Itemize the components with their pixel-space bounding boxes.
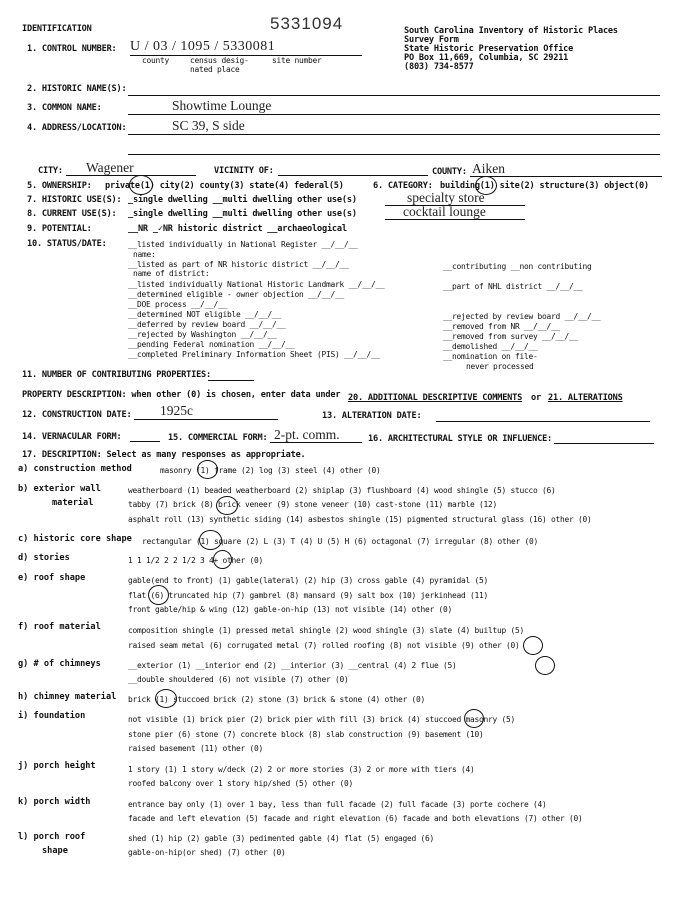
status-line-9: __deferred by review board __/__/__ xyxy=(128,320,286,329)
chimneys-options-1: __exterior (1) __interior end (2) __interior (3) __central (4) 2 flue (5) xyxy=(128,661,457,670)
roof-shape-options-2: flat (6) truncated hip (7) gambrel (8) mansard (9) salt box (10) jerkinhead (11) xyxy=(128,591,489,600)
construction-method-options: masonry (1) frame (2) log (3) steel (4) other (0) xyxy=(160,466,381,475)
flue-circle xyxy=(535,656,555,675)
core-shape-options: rectangular (1) square (2) L (3) T (4) U (5) H (6) octagonal (7) irregular (8) other (0) xyxy=(142,537,539,546)
porch-height-options-1: 1 story (1) 1 story w/deck (2) 2 or more stories (3) 2 or more with tiers (4) xyxy=(128,765,475,774)
chimneys-label: g) # of chimneys xyxy=(18,659,101,669)
status-line-11: __pending Federal nomination __/__/__ xyxy=(128,340,295,349)
flat-roof-circle xyxy=(148,585,169,605)
construction-date-label: 12. CONSTRUCTION DATE: xyxy=(22,410,132,420)
potential-options: __NR _✓NR historic district __archaeological xyxy=(128,224,347,234)
status-line-10: __rejected by Washington __/__/__ xyxy=(128,330,277,339)
ownership-options: private(1) city(2) county(3) state(4) federal(5) xyxy=(105,181,344,191)
ownership-label: 5. OWNERSHIP: xyxy=(27,181,92,191)
status-line-8: __determined NOT eligible __/__/__ xyxy=(128,310,282,319)
status-line-2: name: xyxy=(133,250,156,259)
additional-comments-link: 20. ADDITIONAL DESCRIPTIVE COMMENTS xyxy=(348,393,523,403)
city-line xyxy=(66,175,196,176)
status-line-1: __listed individually in National Register __/__/__ xyxy=(128,240,358,249)
exterior-wall-label-2: material xyxy=(52,498,94,508)
construction-method-label: a) construction method xyxy=(18,464,132,474)
status-line-3: __listed as part of NR historic district __/__/__ xyxy=(128,260,349,269)
exterior-wall-label: b) exterior wall xyxy=(18,484,101,494)
commercial-form-value: 2-pt. comm. xyxy=(274,427,340,442)
commercial-form-line xyxy=(270,442,362,443)
status-line-4: name of district: xyxy=(133,269,210,278)
porch-width-options-1: entrance bay only (1) over 1 bay, less than full facade (2) full facade (3) porte cochere (4) xyxy=(128,800,547,809)
alteration-date-line xyxy=(436,421,650,422)
county-label: COUNTY: xyxy=(432,167,467,177)
roof-material-label: f) roof material xyxy=(18,622,101,632)
porch-height-options-2: roofed balcony over 1 story hip/shed (5) other (0) xyxy=(128,779,354,788)
porch-roof-label-2: shape xyxy=(42,846,68,856)
chimney-brick-circle xyxy=(155,689,177,708)
common-name-value: Showtime Lounge xyxy=(172,98,272,113)
foundation-label: i) foundation xyxy=(18,711,86,721)
status-line-5-right: __part of NHL district __/__/__ xyxy=(443,282,583,291)
historic-use-options: _single dwelling __multi dwelling other use(s) xyxy=(128,195,357,205)
roof-shape-options-1: gable(end to front) (1) gable(lateral) (2) hip (3) cross gable (4) pyramidal (5) xyxy=(128,576,489,585)
status-line-8-right: __rejected by review board __/__/__ xyxy=(443,312,601,321)
contributing-properties-label: 11. NUMBER OF CONTRIBUTING PROPERTIES: xyxy=(22,370,212,380)
common-name-line xyxy=(128,114,660,115)
roof-shape-options-3: front gable/hip & wing (12) gable-on-hip (13) not visible (14) other (0) xyxy=(128,605,453,614)
control-number-label: 1. CONTROL NUMBER: xyxy=(27,44,117,54)
status-label: 10. STATUS/DATE: xyxy=(27,239,107,249)
status-line-5: __listed individually National Historic Landmark __/__/__ xyxy=(128,280,385,289)
historic-name-line xyxy=(128,95,660,96)
vernacular-form-line xyxy=(130,441,160,442)
city-value: Wagener xyxy=(86,160,134,175)
vicinity-line xyxy=(278,175,428,176)
roof-shape-label: e) roof shape xyxy=(18,573,86,583)
census-sublabel-2: nated place xyxy=(190,65,240,74)
exterior-wall-options-2: tabby (7) brick (8) brick veneer (9) stone veneer (10) cast-stone (11) marble (12) xyxy=(128,500,498,509)
architectural-style-label: 16. ARCHITECTURAL STYLE OR INFLUENCE: xyxy=(368,434,553,444)
masonry-circle xyxy=(197,460,218,479)
stories-label: d) stories xyxy=(18,553,70,563)
chimneys-options-2: __double shouldered (6) not visible (7) other (0) xyxy=(128,675,349,684)
office-line-5: (803) 734-8577 xyxy=(404,62,474,72)
alteration-date-label: 13. ALTERATION DATE: xyxy=(322,411,422,421)
historic-use-label: 7. HISTORIC USE(S): xyxy=(27,195,122,205)
architectural-style-line xyxy=(554,443,654,444)
foundation-options-1: not visible (1) brick pier (2) brick pier with fill (3) brick (4) stuccoed masonry (5) xyxy=(128,715,516,724)
current-use-options: _single dwelling __multi dwelling other use(s) xyxy=(128,209,357,219)
chimney-material-label: h) chimney material xyxy=(18,692,117,702)
foundation-options-3: raised basement (11) other (0) xyxy=(128,744,264,753)
county-value: Aiken xyxy=(472,161,505,176)
office-line-3: State Historic Preservation Office xyxy=(404,44,574,54)
vernacular-form-label: 14. VERNACULAR FORM: xyxy=(22,432,122,442)
current-use-value: cocktail lounge xyxy=(403,204,486,219)
porch-roof-options-1: shed (1) hip (2) gable (3) pedimented gable (4) flat (5) engaged (6) xyxy=(128,834,435,843)
office-line-4: PO Box 11,669, Columbia, SC 29211 xyxy=(404,53,569,63)
address-line-2 xyxy=(128,154,660,155)
commercial-form-label: 15. COMMERCIAL FORM: xyxy=(168,433,268,443)
chimney-material-options: brick (1) stuccoed brick (2) stone (3) brick & stone (4) other (0) xyxy=(128,695,426,704)
porch-height-label: j) porch height xyxy=(18,761,96,771)
handwritten-site-number: 5331094 xyxy=(270,14,344,33)
status-line-9-right: __removed from NR __/__/__ xyxy=(443,322,561,331)
ownership-private-circle xyxy=(129,175,153,195)
porch-roof-label: l) porch roof xyxy=(18,832,86,842)
roof-material-options-2: raised seam metal (6) corrugated metal (7) rolled roofing (8) not visible (9) other (0) xyxy=(128,641,520,650)
exterior-wall-options-3: asphalt roll (13) synthetic siding (14) asbestos shingle (15) pigmented structural glass (16) other (0) xyxy=(128,515,592,524)
exterior-wall-options-1: weatherboard (1) beaded weatherboard (2) shiplap (3) flushboard (4) wood shingle (5) stucco (6) xyxy=(128,486,556,495)
category-options: building(1) site(2) structure(3) object(0) xyxy=(440,181,649,191)
brick-circle xyxy=(216,496,238,515)
current-use-line xyxy=(385,219,525,220)
core-shape-label: c) historic core shape xyxy=(18,534,132,544)
status-line-10-right: __removed from survey __/__/__ xyxy=(443,332,579,341)
office-line-2: Survey Form xyxy=(404,35,459,45)
contributing-properties-line xyxy=(208,380,254,381)
construction-date-value: 1925c xyxy=(160,403,193,418)
porch-width-label: k) porch width xyxy=(18,797,91,807)
stories-options: 1 1 1/2 2 2 1/2 3 4+ other (0) xyxy=(128,556,264,565)
description-heading: 17. DESCRIPTION: Select as many responses as appropriate. xyxy=(22,450,306,460)
vicinity-label: VICINITY OF: xyxy=(214,166,274,176)
two-stories-circle xyxy=(213,550,232,569)
status-line-3-right: __contributing __non contributing xyxy=(443,262,592,271)
property-description-text: PROPERTY DESCRIPTION: when other (0) is chosen, enter data under xyxy=(22,390,341,400)
status-line-6: __determined eligible - owner objection __/__/__ xyxy=(128,290,345,299)
common-name-label: 3. COMMON NAME: xyxy=(27,103,102,113)
status-line-12: __completed Preliminary Information Sheet (PIS) __/__/__ xyxy=(128,350,381,359)
foundation-options-2: stone pier (6) stone (7) concrete block (8) slab construction (9) basement (10) xyxy=(128,730,484,739)
foundation-brick-circle xyxy=(464,709,484,728)
identification-heading: IDENTIFICATION xyxy=(22,24,92,34)
roof-material-options-1: composition shingle (1) pressed metal shingle (2) wood shingle (3) slate (4) builtup (5) xyxy=(128,626,525,635)
alterations-link: 21. ALTERATIONS xyxy=(548,393,623,403)
census-sublabel: census desig- xyxy=(190,56,249,65)
address-value: SC 39, S side xyxy=(172,118,245,133)
city-label: CITY: xyxy=(38,166,63,176)
historic-use-value: specialty store xyxy=(407,190,485,205)
historic-name-label: 2. HISTORIC NAME(S): xyxy=(27,84,127,94)
current-use-label: 8. CURRENT USE(S): xyxy=(27,209,117,219)
control-number-value: U / 03 / 1095 / 5330081 xyxy=(130,39,276,54)
potential-label: 9. POTENTIAL: xyxy=(27,224,92,234)
porch-roof-options-2: gable-on-hip(or shed) (7) other (0) xyxy=(128,848,286,857)
county-line xyxy=(470,176,662,177)
status-line-13-right: never processed xyxy=(466,362,534,371)
office-line-1: South Carolina Inventory of Historic Places xyxy=(404,26,618,36)
property-description-or: or xyxy=(531,393,541,403)
address-label: 4. ADDRESS/LOCATION: xyxy=(27,123,127,133)
status-line-7: __DOE process __/__/__ xyxy=(128,300,228,309)
address-line xyxy=(128,134,660,135)
rectangular-circle xyxy=(199,530,222,550)
category-label: 6. CATEGORY: xyxy=(373,181,433,191)
county-sublabel: county xyxy=(142,56,170,65)
porch-width-options-2: facade and left elevation (5) facade and right elevation (6) facade and both elevations (7) other (0) xyxy=(128,814,583,823)
construction-date-line xyxy=(134,419,278,420)
site-number-sublabel: site number xyxy=(272,56,322,65)
status-line-11-right: __demolished __/__/__ xyxy=(443,342,538,351)
status-line-12-right: __nomination on file- xyxy=(443,352,538,361)
roof-not-visible-circle xyxy=(523,636,543,655)
